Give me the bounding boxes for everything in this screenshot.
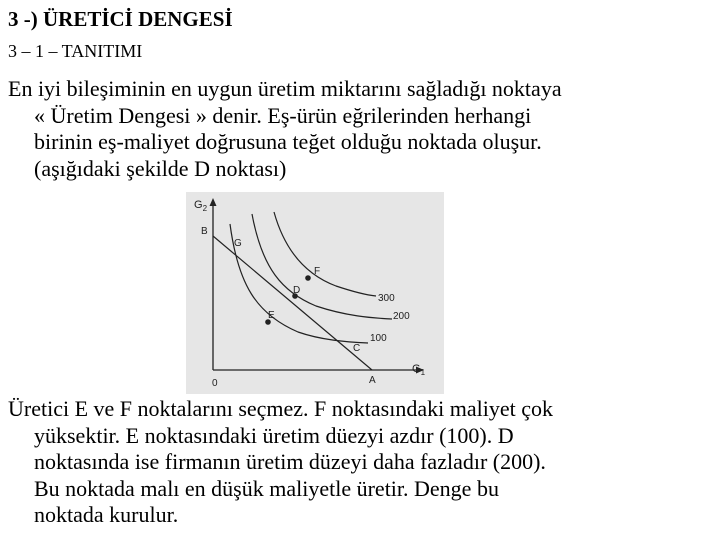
paragraph-line: « Üretim Dengesi » denir. Eş-ürün eğrilerinden herhangi — [34, 102, 532, 128]
intro-paragraph — [8, 76, 714, 182]
isoquant-300 — [274, 212, 376, 296]
isoquant-300-label: 300 — [378, 293, 395, 304]
paragraph-line: Üretici E ve F noktalarını seçmez. F noktasındaki maliyet çok — [8, 396, 553, 421]
isoquant-100 — [230, 224, 368, 343]
paragraph-line: noktada kurulur. — [34, 502, 179, 527]
isoquant-100-label: 100 — [370, 333, 387, 344]
point-d-label: D — [293, 285, 301, 296]
paragraph-line: noktasında ise firmanın üretim düzeyi daha fazladır (200). — [34, 449, 546, 474]
paragraph-line: birinin eş-maliyet doğrusuna teğet olduğu noktada oluşur. — [34, 129, 542, 154]
point-e-label: E — [268, 310, 275, 321]
isoquant-200 — [252, 214, 392, 319]
producer-equilibrium-figure — [186, 192, 444, 394]
x-axis-label: $G_1$ — [412, 363, 426, 377]
isocost-line — [213, 236, 372, 370]
page-title: 3 -) ÜRETİCİ DENGESİ — [8, 7, 233, 31]
origin-label: 0 — [212, 378, 218, 389]
paragraph-line: yüksektir. E noktasındaki üretim düezyi azdır (100). D — [34, 422, 514, 448]
point-f-label: F — [314, 266, 321, 277]
point-g-label: G — [234, 238, 242, 249]
section-subtitle: 3 – 1 – TANITIMI — [8, 41, 143, 61]
point-b-label: B — [201, 226, 208, 237]
point-c-label: C — [353, 343, 361, 354]
point-f-marker — [305, 275, 311, 281]
point-a-label: A — [369, 375, 376, 386]
isoquant-200-label: 200 — [393, 311, 410, 322]
x-axis — [213, 367, 424, 374]
conclusion-paragraph — [8, 396, 714, 529]
paragraph-line: Bu noktada malı en düşük maliyetle üretir. Denge bu — [34, 475, 499, 501]
y-axis — [210, 198, 217, 370]
y-axis-label: $G_2$ — [194, 199, 208, 213]
paragraph-line: (aşığıdaki şekilde D noktası) — [34, 155, 287, 181]
paragraph-line: En iyi bileşiminin en uygun üretim miktarını sağladığı noktaya — [8, 76, 562, 101]
